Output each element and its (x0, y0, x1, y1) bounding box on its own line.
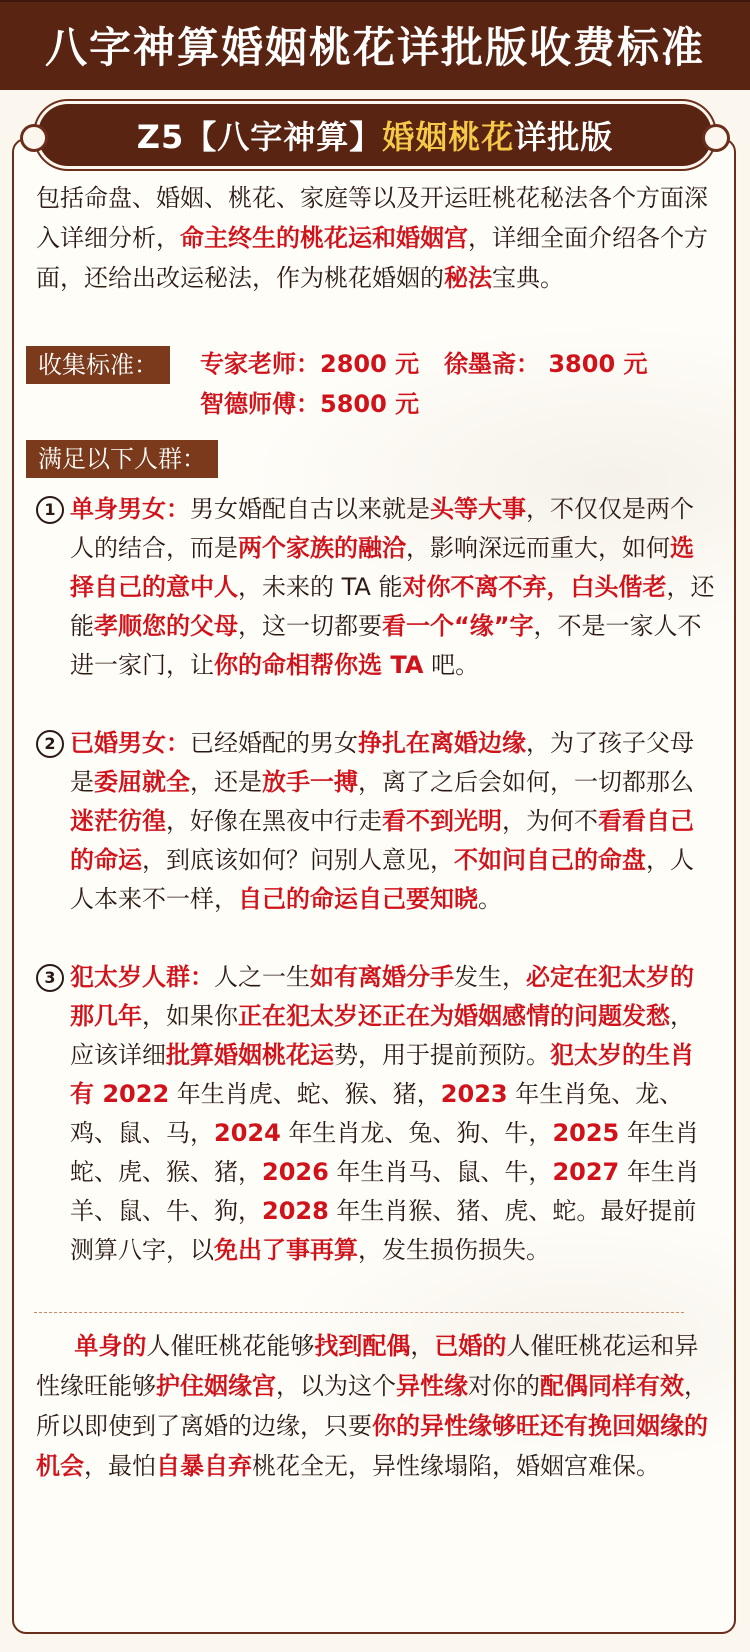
highlight-text: 迷茫彷徨 (70, 807, 166, 835)
body-text: 势，用于提前预防。 (334, 1041, 550, 1069)
body-text: ，人人本来不一样， (70, 846, 694, 913)
body-text: ，未来的 TA 能 (238, 573, 403, 601)
item-number-badge: 3 (36, 964, 64, 992)
highlight-text: 2025 (552, 1119, 620, 1147)
highlight-text: 配偶同样有效 (540, 1372, 684, 1400)
header-bar (0, 0, 750, 90)
body-text: ，还能 (70, 573, 715, 640)
highlight-text: 犯太岁的生肖有 2022 (70, 1041, 694, 1108)
page-title: 八字神算婚姻桃花详批版收费标准 (44, 23, 705, 72)
product-banner (38, 104, 712, 166)
body-text: 对你的 (468, 1372, 540, 1400)
highlight-text: 2026 (262, 1158, 329, 1186)
price-zhide: 智德师傅：5800 元 (200, 390, 420, 418)
intro-paragraph (36, 178, 716, 298)
highlight-text: 你的异性缘够旺还有挽回姻缘的机会 (36, 1412, 708, 1480)
highlight-text: 犯太岁人群： (70, 963, 214, 991)
pricing-label: 收集标准： (26, 346, 170, 384)
body-text: ，到底该如何？问别人意见， (142, 846, 454, 874)
audience-item-married (36, 724, 716, 919)
highlight-text: 护住姻缘宫 (156, 1372, 276, 1400)
body-text: 人催旺桃花运和异性缘旺能够 (36, 1332, 699, 1400)
highlight-text: 免出了事再算 (214, 1236, 358, 1264)
price-xu: 徐墨斋： 3800 元 (444, 350, 648, 378)
highlight-text: 选择自己的意中人 (70, 534, 694, 601)
intro-text-1: 包括命盘、婚姻、桃花、家庭等以及开运旺桃花秘法各个方面深入详细分析， (36, 184, 708, 252)
highlight-text: 不如问自己的命盘 (454, 846, 646, 874)
banner-left-ornament (20, 124, 48, 152)
highlight-text: 单身男女： (70, 495, 190, 523)
banner-right-ornament (702, 124, 730, 152)
intro-highlight-1: 命主终生的桃花运和婚姻宫 (180, 224, 468, 252)
body-text: ，以为这个 (276, 1372, 396, 1400)
body-text: 年生肖兔、龙、鸡、鼠、马， (70, 1080, 684, 1147)
price-expert: 专家老师：2800 元 (200, 350, 420, 378)
body-text: 年生肖马、鼠、牛， (328, 1158, 553, 1186)
body-text: 年生肖龙、兔、狗、牛， (280, 1119, 553, 1147)
item-body (70, 724, 716, 919)
highlight-text: 必定在犯太岁的那几年 (70, 963, 694, 1030)
body-text: ，最怕 (84, 1452, 156, 1480)
body-text: 已经婚配的男女 (190, 729, 358, 757)
highlight-text: 已婚的 (434, 1332, 507, 1360)
highlight-text: 正在犯太岁还正在为婚姻感情的问题发愁 (238, 1002, 670, 1030)
highlight-text: 看不到光明 (382, 807, 502, 835)
highlight-text: 已婚男女： (70, 729, 190, 757)
body-text: ，发生损伤损失。 (358, 1236, 550, 1264)
body-text: 发生， (454, 963, 526, 991)
banner-suffix: 详批版 (514, 118, 614, 156)
body-text: ，不仅仅是两个人的结合，而是 (70, 495, 694, 562)
highlight-text: 2028 (262, 1197, 329, 1225)
intro-highlight-2: 秘法 (444, 264, 492, 292)
body-text: 吧。 (423, 651, 480, 679)
intro-text-2: ，详细全面介绍各个方面，还给出改运秘法，作为桃花婚姻的 (36, 224, 708, 292)
highlight-text: 对你不离不弃，白头偕老 (402, 573, 667, 601)
audience-label: 满足以下人群： (26, 440, 218, 478)
highlight-text: 自己的命运自己要知晓 (238, 885, 478, 913)
body-text: 人催旺桃花能够 (146, 1332, 315, 1360)
closing-paragraph (36, 1326, 716, 1486)
highlight-text: 找到配偶 (314, 1332, 411, 1360)
banner-highlight: 婚姻桃花 (382, 118, 515, 156)
body-text: 桃花全无，异性缘塌陷，婚姻宫难保。 (252, 1452, 660, 1480)
highlight-text: 委屈就全 (94, 768, 190, 796)
highlight-text: 单身的 (74, 1332, 147, 1360)
body-text: ，这一切都要 (238, 612, 382, 640)
item-number-badge: 1 (36, 496, 64, 524)
body-text: ，好像在黑夜中行走 (166, 807, 382, 835)
highlight-text: 批算婚姻桃花运 (166, 1041, 334, 1069)
body-text: 年生肖羊、鼠、牛、狗， (70, 1158, 699, 1225)
body-text: ，还是 (190, 768, 262, 796)
body-text: ，为了孩子父母是 (70, 729, 694, 796)
body-text: ， (410, 1332, 435, 1360)
body-text: ，离了之后会如何，一切都那么 (358, 768, 694, 796)
highlight-text: 挣扎在离婚边缘 (358, 729, 526, 757)
highlight-text: 两个家族的融洽 (238, 534, 406, 562)
highlight-text: 看看自己的命运 (70, 807, 694, 874)
body-text: 人之一生 (214, 963, 310, 991)
highlight-text: 头等大事 (430, 495, 526, 523)
body-text: 年生肖蛇、虎、猴、猪， (70, 1119, 699, 1186)
body-text: ，不是一家人不进一家门，让 (70, 612, 702, 679)
body-text: ，应该详细 (70, 1002, 694, 1069)
item-body (70, 958, 716, 1270)
section-divider (34, 1312, 684, 1313)
banner-title (137, 112, 614, 158)
body-text: 男女婚配自古以来就是 (190, 495, 430, 523)
highlight-text: 如有离婚分手 (310, 963, 454, 991)
body-text: 年生肖虎、蛇、猴、猪， (169, 1080, 441, 1108)
item-body (70, 490, 716, 685)
body-text: ，影响深远而重大，如何 (406, 534, 670, 562)
audience-item-single (36, 490, 716, 685)
item-number-badge: 2 (36, 730, 64, 758)
highlight-text: 异性缘 (396, 1372, 468, 1400)
highlight-text: 2023 (440, 1080, 508, 1108)
body-text: ，为何不 (502, 807, 598, 835)
body-text: 年生肖猴、猪、虎、蛇。最好提前测算八字，以 (70, 1197, 697, 1264)
highlight-text: 2027 (552, 1158, 620, 1186)
body-text: 。 (478, 885, 502, 913)
highlight-text: 你的命相帮你选 TA (214, 651, 424, 679)
body-text: ，所以即使到了离婚的边缘，只要 (36, 1372, 708, 1440)
highlight-text: 孝顺您的父母 (94, 612, 238, 640)
highlight-text: 看一个“缘”字 (382, 612, 534, 640)
highlight-text: 自暴自弃 (156, 1452, 252, 1480)
intro-text-3: 宝典。 (492, 264, 564, 292)
highlight-text: 2024 (214, 1119, 281, 1147)
highlight-text: 放手一搏 (262, 768, 358, 796)
audience-item-taisui (36, 958, 716, 1270)
body-text: ，如果你 (142, 1002, 238, 1030)
banner-prefix: Z5【八字神算】 (136, 118, 383, 156)
